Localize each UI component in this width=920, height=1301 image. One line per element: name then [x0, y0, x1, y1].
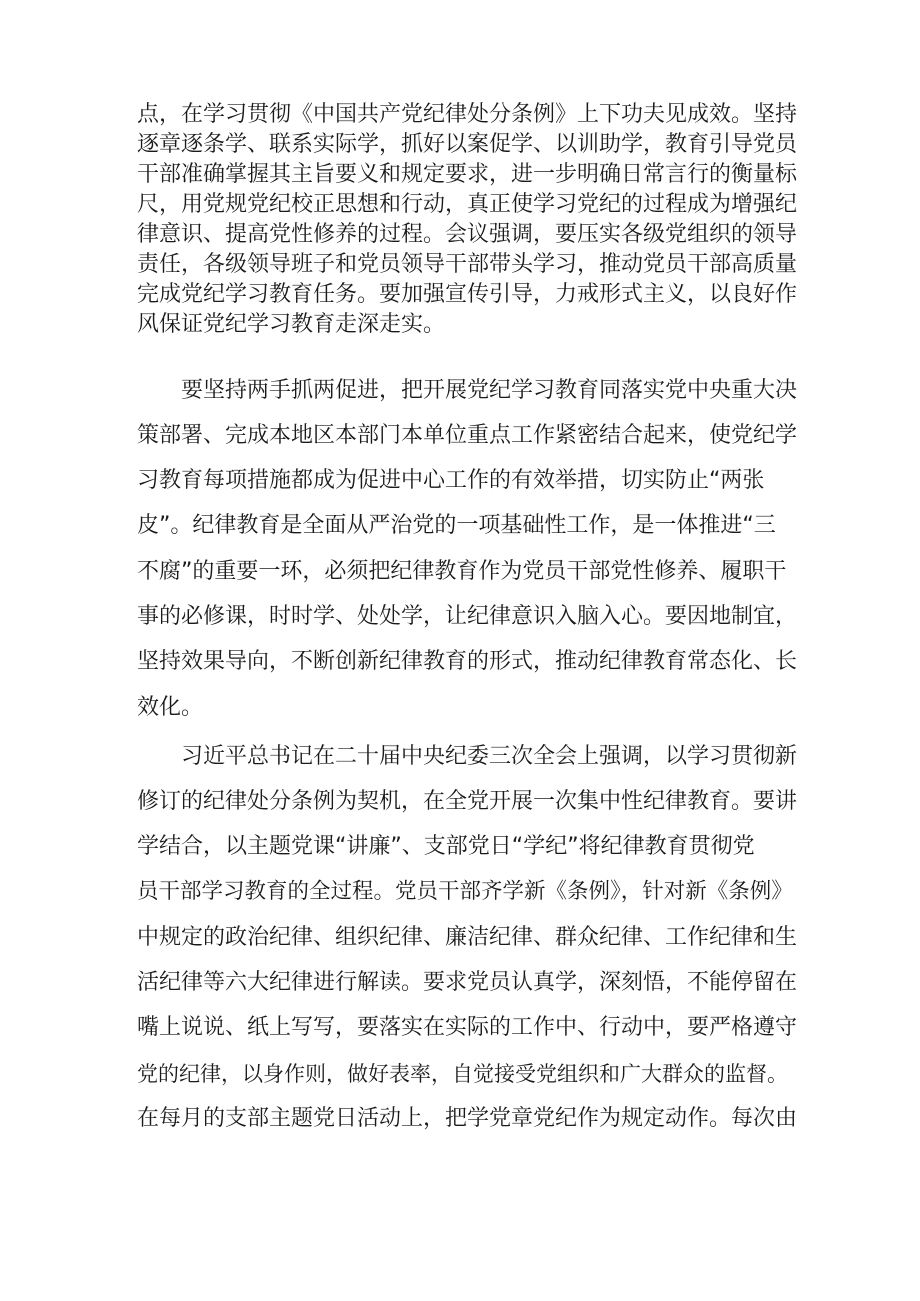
paragraph-2-line-6: 事的必修课，时时学、处处学，让纪律意识入脑入心。要因地制宜， [137, 604, 798, 629]
paragraph-1-line-3: 干部准确掌握其主旨要义和规定要求，进一步明确日常言行的衡量标 [137, 162, 798, 187]
paragraph-1-line-1: 点，在学习贯彻《中国共产党纪律处分条例》上下功夫见成效。坚持 [137, 102, 798, 127]
paragraph-3-line-7: 嘴上说说、纸上写写，要落实在实际的工作中、行动中，要严格遵守 [137, 1015, 798, 1040]
paragraph-3-line-5: 中规定的政治纪律、组织纪律、廉洁纪律、群众纪律、工作纪律和生 [137, 925, 798, 950]
paragraph-1-line-7: 完成党纪学习教育任务。要加强宣传引导，力戒形式主义，以良好作 [137, 282, 798, 307]
paragraph-3-line-3: 学结合，以主题党课“讲廉”、支部党日“学纪”将纪律教育贯彻党 [137, 834, 755, 859]
paragraph-2-line-5: 不腐”的重要一环，必须把纪律教育作为党员干部党性修养、履职干 [137, 559, 787, 584]
paragraph-3-line-4: 员干部学习教育的全过程。党员干部齐学新《条例》，针对新《条例》 [137, 879, 793, 904]
paragraph-1-line-5: 律意识、提高党性修养的过程。会议强调，要压实各级党组织的领导 [137, 222, 798, 247]
paragraph-2-line-8: 效化。 [137, 695, 204, 720]
paragraph-1-line-8: 风保证党纪学习教育走深走实。 [137, 312, 446, 337]
paragraph-3-line-8: 党的纪律，以身作则，做好表率，自觉接受党组织和广大群众的监督。 [137, 1062, 788, 1086]
paragraph-3-line-2: 修订的纪律处分条例为契机，在全党开展一次集中性纪律教育。要讲 [137, 789, 798, 814]
paragraph-1-line-2: 逐章逐条学、联系实际学，抓好以案促学、以训助学，教育引导党员 [137, 132, 798, 157]
paragraph-3-line-9: 在每月的支部主题党日活动上，把学党章党纪作为规定动作。每次由 [137, 1106, 798, 1131]
paragraph-3-line-1: 习近平总书记在二十届中央纪委三次全会上强调，以学习贯彻新 [181, 744, 798, 769]
paragraph-2-line-4: 皮”。纪律教育是全面从严治党的一项基础性工作，是一体推进“三 [137, 513, 776, 538]
paragraph-1-line-6: 责任，各级领导班子和党员领导干部带头学习，推动党员干部高质量 [137, 252, 798, 277]
paragraph-2-line-3: 习教育每项措施都成为促进中心工作的有效举措，切实防止“两张 [137, 468, 765, 493]
paragraph-1-line-4: 尺，用党规党纪校正思想和行动，真正使学习党纪的过程成为增强纪 [137, 192, 798, 217]
paragraph-2-line-1: 要坚持两手抓两促进，把开展党纪学习教育同落实党中央重大决 [181, 378, 798, 403]
paragraph-2-line-2: 策部署、完成本地区本部门本单位重点工作紧密结合起来，使党纪学 [137, 423, 798, 448]
paragraph-3-line-6: 活纪律等六大纪律进行解读。要求党员认真学，深刻悟，不能停留在 [137, 970, 798, 995]
paragraph-2-line-7: 坚持效果导向，不断创新纪律教育的形式，推动纪律教育常态化、长 [137, 649, 798, 674]
